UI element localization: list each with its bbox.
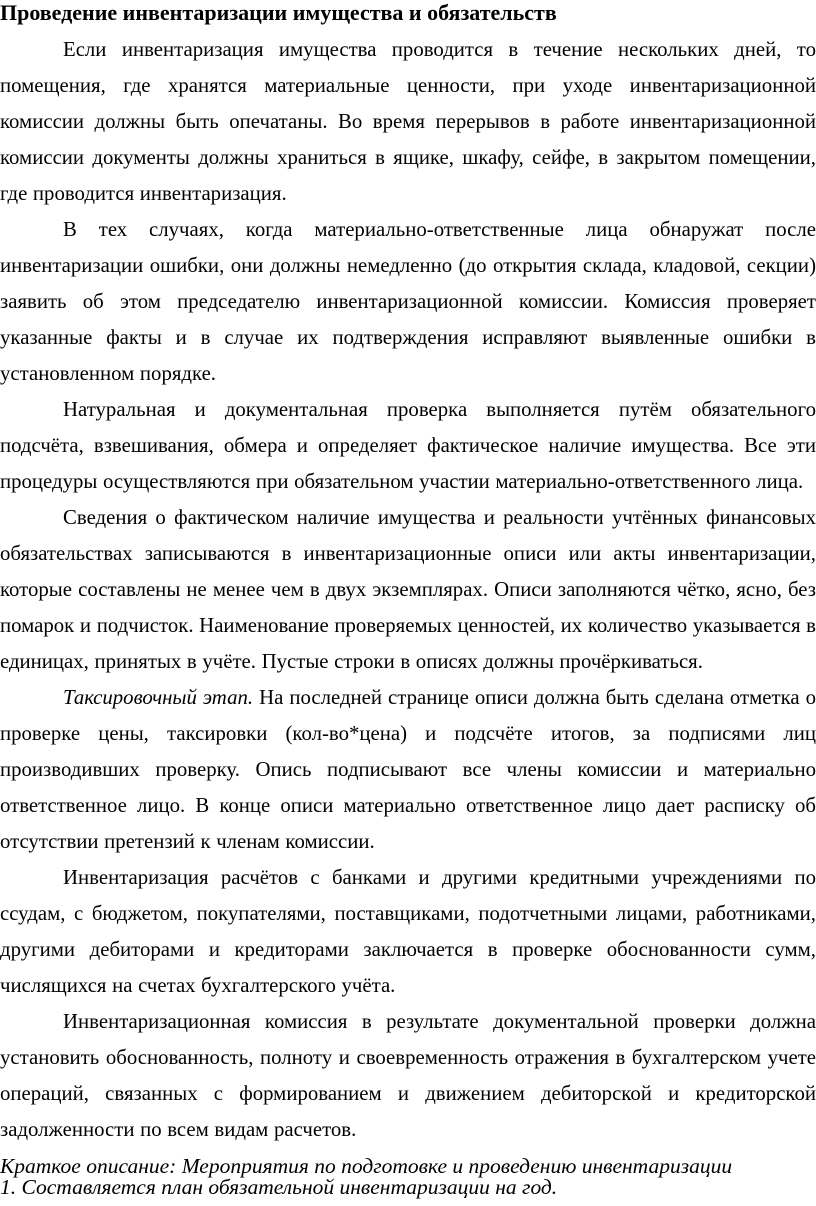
paragraph-error-reporting: В тех случаях, когда материально-ответственные лица обнаружат после инвентаризации ошибки, они должны немедленно (до открытия склада, кладовой, секции) заявить об этом председателю инвентаризационной комиссии. Комиссия проверяет указанные факты и в случае их подтверждения исправляют выявленные ошибки в установленном порядке. — [0, 218, 816, 385]
paragraph-settlements-inventory: Инвентаризация расчётов с банками и другими кредитными учреждениями по ссудам, с бюджетом, покупателями, поставщиками, подотчетными лицами, работниками, другими дебиторами и кредиторами заключается в проверке обоснованности сумм, числящихся на счетах бухгалтерского учёта. — [0, 866, 816, 997]
document-title: Проведение инвентаризации имущества и обязательств — [0, 0, 557, 25]
paragraph-inventory-lists: Сведения о фактическом наличие имущества и реальности учтённых финансовых обязательствах записываются в инвентаризационные описи или акты инвентаризации, которые составлены не менее чем в двух экземплярах. Описи заполняются чётко, ясно, без помарок и подчисток. Наименование проверяемых ценностей, их количество указывается в единицах, принятых в учёте. Пустые строки в описях должны прочёркиваться. — [0, 506, 816, 673]
taxation-stage-text: На последней странице описи должна быть сделана отметка о проверке цены, таксировки (кол-во*цена) и подсчёте итогов, за подписями лиц производивших проверку. Опись подписывают все члены комиссии и материально ответственное лицо. В конце описи материально ответственное лицо дает расписку об отсутствии претензий к членам комиссии. — [0, 686, 816, 853]
footnote-block — [0, 1156, 816, 1198]
footnote-short-description: Краткое описание: Мероприятия по подготовке и проведению инвентаризации — [0, 1154, 733, 1178]
paragraph-commission-verification: Инвентаризационная комиссия в результате документальной проверки должна установить обоснованность, полноту и своевременность отражения в бухгалтерском учете операций, связанных с формированием и движением дебиторской и кредиторской задолженности по всем видам расчетов. — [0, 1010, 816, 1141]
paragraph-sealing-premises: Если инвентаризация имущества проводится в течение нескольких дней, то помещения, где хранятся материальные ценности, при уходе инвентаризационной комиссии должны быть опечатаны. Во время перерывов в работе инвентаризационной комиссии документы должны храниться в ящике, шкафу, сейфе, в закрытом помещении, где проводится инвентаризация. — [0, 38, 816, 205]
paragraph-natural-documentary-check: Натуральная и документальная проверка выполняется путём обязательного подсчёта, взвешивания, обмера и определяет фактическое наличие имущества. Все эти процедуры осуществляются при обязательном участии материально-ответственного лица. — [0, 398, 816, 493]
taxation-stage-lead: Таксировочный этап. — [63, 686, 254, 709]
footnote-item-1: 1. Составляется план обязательной инвентаризации на год. — [0, 1175, 558, 1199]
paragraph-taxation-stage — [0, 680, 816, 860]
